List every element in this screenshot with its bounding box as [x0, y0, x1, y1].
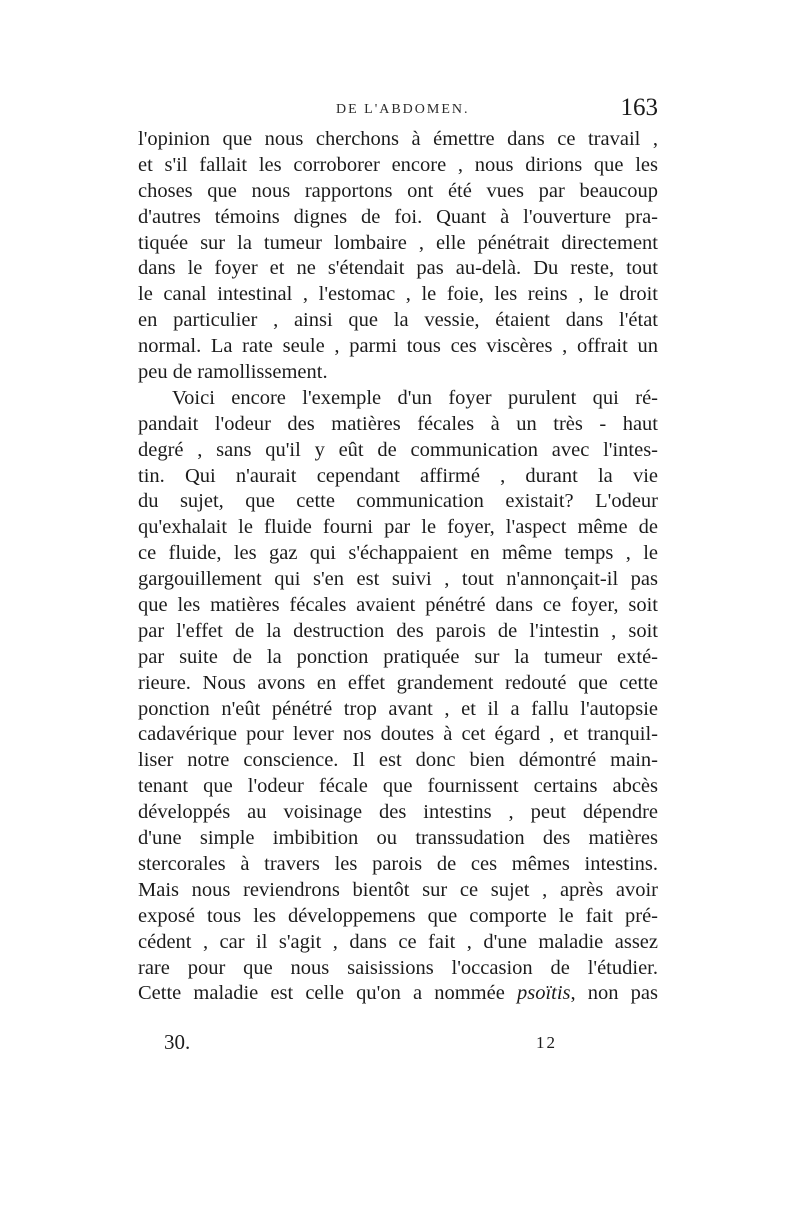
text-line: Mais nous reviendrons bientôt sur ce sujet , après avoir — [138, 878, 658, 901]
running-head — [138, 94, 658, 124]
text-line: ce fluide, les gaz qui s'échappaient en même temps , le — [138, 542, 658, 565]
text-line: Voici encore l'exemple d'un foyer purulent qui ré- — [172, 386, 658, 409]
text-line: le canal intestinal , l'estomac , le foie, les reins , le droit — [138, 283, 658, 306]
volume-mark: 30. — [164, 1030, 191, 1054]
page-footer — [164, 1030, 584, 1060]
text-line: que les matières fécales avaient pénétré dans ce foyer, soit — [138, 594, 658, 617]
text-line: ponction n'eût pénétré trop avant , et il a fallu l'autopsie — [138, 697, 658, 720]
text-line: et s'il fallait les corroborer encore , nous dirions que les — [138, 153, 658, 176]
text-line: cédent , car il s'agit , dans ce fait , d'une maladie assez — [138, 930, 658, 953]
text-line-with-emphasis — [138, 981, 658, 1007]
text-line: l'opinion que nous cherchons à émettre dans ce travail , — [138, 128, 658, 150]
text-line: gargouillement qui s'en est suivi , tout n'annonçait-il pas — [138, 568, 658, 591]
text-line: exposé tous les développemens que comporte le fait pré- — [138, 904, 658, 927]
text-line: cadavérique pour lever nos doutes à cet égard , et tranquil- — [138, 723, 658, 746]
text-line: tiquée sur la tumeur lombaire , elle pénétrait directement — [138, 231, 658, 254]
text-line: du sujet, que cette communication existait? L'odeur — [138, 490, 658, 513]
body-text — [138, 127, 658, 1007]
signature-number: 12 — [536, 1033, 557, 1052]
text-line: développés au voisinage des intestins , peut dépendre — [138, 801, 658, 824]
text-line: choses que nous rapportons ont été vues par beaucoup — [138, 179, 658, 202]
text-line: tin. Qui n'aurait cependant affirmé , durant la vie — [138, 464, 658, 487]
text-line: dans le foyer et ne s'étendait pas au-delà. Du reste, tout — [138, 257, 658, 280]
text-line: peu de ramollissement. — [138, 361, 328, 384]
text-line: tenant que l'odeur fécale que fournissent certains abcès — [138, 775, 658, 798]
text-line: d'autres témoins dignes de foi. Quant à l'ouverture pra- — [138, 205, 658, 228]
text-fragment: Cette maladie est celle qu'on a nommée — [138, 982, 517, 1005]
text-line: rare pour que nous saisissions l'occasion de l'étudier. — [138, 956, 658, 979]
text-line: liser notre conscience. Il est donc bien démontré main- — [138, 749, 658, 772]
text-line: pandait l'odeur des matières fécales à un très - haut — [138, 412, 658, 435]
text-line: rieure. Nous avons en effet grandement redouté que cette — [138, 671, 658, 694]
text-line: qu'exhalait le fluide fourni par le foyer, l'aspect même de — [138, 516, 658, 539]
text-line: stercorales à travers les parois de ces mêmes intestins. — [138, 852, 658, 875]
italic-term: psoïtis — [516, 982, 571, 1005]
text-line: par suite de la ponction pratiquée sur la tumeur exté- — [138, 645, 658, 668]
text-line: normal. La rate seule , parmi tous ces viscères , offrait un — [138, 335, 658, 358]
text-line: par l'effet de la destruction des parois de l'intestin , soit — [138, 619, 658, 642]
text-fragment: , non pas — [570, 982, 658, 1005]
page-number: 163 — [620, 94, 658, 121]
text-line: degré , sans qu'il y eût de communication avec l'intes- — [138, 438, 658, 461]
text-line: en particulier , ainsi que la vessie, étaient dans l'état — [138, 309, 658, 332]
running-title: DE L'ABDOMEN. — [336, 102, 470, 117]
text-line: d'une simple imbibition ou transsudation des matières — [138, 827, 658, 850]
